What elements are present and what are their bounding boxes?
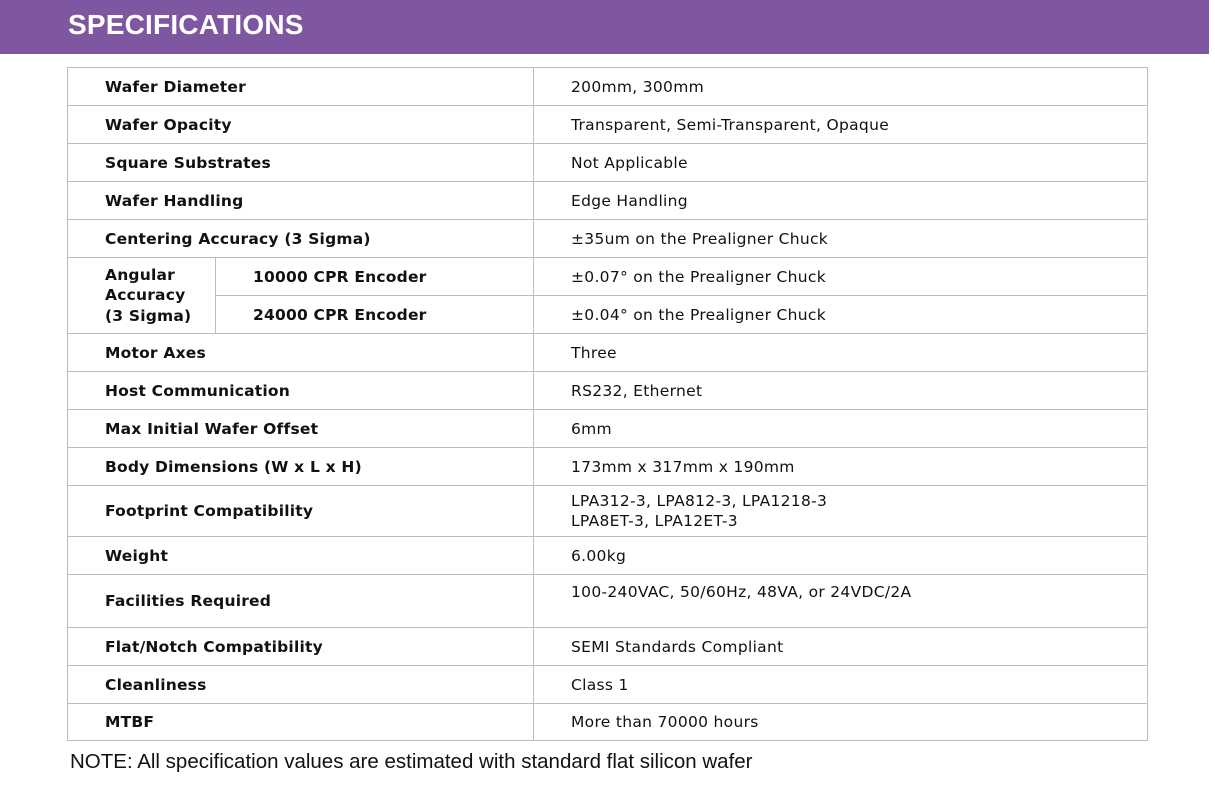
spec-value: Not Applicable [534,144,1148,182]
spec-label: Wafer Opacity [68,106,534,144]
angular-accuracy-label-line: Angular [105,265,175,284]
spec-label: Footprint Compatibility [68,486,534,537]
table-row [68,334,1148,372]
table-row [68,704,1148,741]
spec-label: Centering Accuracy (3 Sigma) [68,220,534,258]
spec-label: Square Substrates [68,144,534,182]
section-header [0,0,1209,54]
spec-label: Host Communication [68,372,534,410]
spec-label: Wafer Diameter [68,68,534,106]
spec-value-line: LPA312-3, LPA812-3, LPA1218-3 [571,492,828,510]
spec-value: Class 1 [534,666,1148,704]
spec-value: ±0.07° on the Prealigner Chuck [534,258,1148,296]
angular-accuracy-label-line: (3 Sigma) [105,306,192,325]
spec-value: 6.00kg [534,537,1148,575]
table-row [68,448,1148,486]
spec-label: Wafer Handling [68,182,534,220]
encoder-label: 24000 CPR Encoder [216,296,534,334]
spec-value: Three [534,334,1148,372]
spec-label: Cleanliness [68,666,534,704]
table-row [68,372,1148,410]
spec-value: ±0.04° on the Prealigner Chuck [534,296,1148,334]
table-row [68,537,1148,575]
spec-value: 100-240VAC, 50/60Hz, 48VA, or 24VDC/2A [534,575,1148,628]
section-title: SPECIFICATIONS [68,9,304,40]
table-row [68,575,1148,628]
spec-value: More than 70000 hours [534,704,1148,741]
table-row [68,296,1148,334]
table-row [68,410,1148,448]
spec-value-line: LPA8ET-3, LPA12ET-3 [571,512,738,530]
table-row [68,106,1148,144]
spec-value [534,486,1148,537]
angular-accuracy-label [68,258,216,334]
spec-label: MTBF [68,704,534,741]
spec-label: Flat/Notch Compatibility [68,628,534,666]
spec-value: 200mm, 300mm [534,68,1148,106]
table-row [68,68,1148,106]
spec-label: Weight [68,537,534,575]
table-row [68,628,1148,666]
table-row [68,666,1148,704]
table-row [68,182,1148,220]
encoder-label: 10000 CPR Encoder [216,258,534,296]
spec-value: Transparent, Semi-Transparent, Opaque [534,106,1148,144]
table-row [68,486,1148,537]
footnote: NOTE: All specification values are estimated with standard flat silicon wafer [70,750,753,773]
spec-value: 6mm [534,410,1148,448]
table-row [68,144,1148,182]
spec-value: Edge Handling [534,182,1148,220]
angular-accuracy-label-line: Accuracy [105,286,186,305]
table-row [68,220,1148,258]
spec-value: RS232, Ethernet [534,372,1148,410]
table-row [68,258,1148,296]
spec-value: 173mm x 317mm x 190mm [534,448,1148,486]
spec-label: Max Initial Wafer Offset [68,410,534,448]
spec-value: ±35um on the Prealigner Chuck [534,220,1148,258]
spec-label: Motor Axes [68,334,534,372]
specifications-table [67,67,1148,741]
spec-label: Body Dimensions (W x L x H) [68,448,534,486]
spec-value: SEMI Standards Compliant [534,628,1148,666]
spec-label: Facilities Required [68,575,534,628]
